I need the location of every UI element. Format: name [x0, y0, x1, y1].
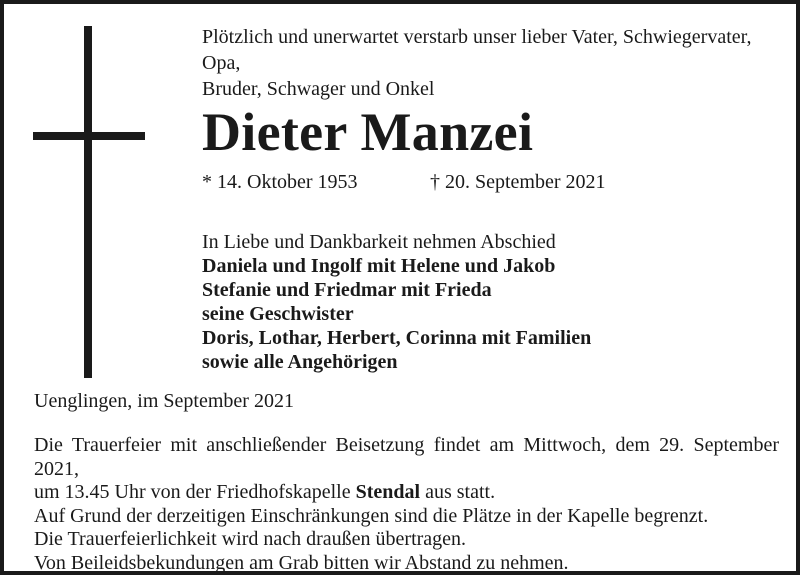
mourner-line: Stefanie und Friedmar mit Frieda: [202, 279, 492, 301]
funeral-line: Auf Grund der derzeitigen Einschränkungen sind die Plätze in der Kapelle begrenzt.: [34, 504, 709, 527]
birth-date: * 14. Oktober 1953: [202, 171, 358, 193]
mourner-line: Doris, Lothar, Herbert, Corinna mit Familien: [202, 327, 592, 349]
cross-icon-bar: [33, 132, 145, 140]
intro-text: [202, 24, 792, 102]
funeral-time-text: um 13.45 Uhr von der Friedhofskapelle: [34, 481, 356, 503]
farewell-intro: In Liebe und Dankbarkeit nehmen Abschied: [202, 231, 556, 253]
death-date: † 20. September 2021: [430, 171, 606, 193]
intro-line: Bruder, Schwager und Onkel: [202, 78, 435, 100]
funeral-time-suffix: aus statt.: [420, 481, 496, 503]
funeral-line: [34, 481, 784, 505]
funeral-location: Stendal: [355, 481, 421, 503]
funeral-line: Die Trauerfeierlichkeit wird nach draußen übertragen.: [34, 528, 467, 550]
mourner-line: Daniela und Ingolf mit Helene und Jakob: [202, 255, 556, 277]
place-date: Uenglingen, im September 2021: [34, 390, 294, 412]
funeral-line: Von Beileidsbekundungen am Grab bitten wir Abstand zu nehmen.: [34, 551, 569, 574]
mourners-block: [202, 230, 792, 374]
mourner-line: sowie alle Angehörigen: [202, 351, 398, 373]
mourner-line: seine Geschwister: [202, 303, 354, 325]
funeral-info: [34, 434, 784, 575]
intro-line: Plötzlich und unerwartet verstarb unser lieber Vater, Schwiegervater, Opa,: [202, 26, 752, 74]
cross-icon: [84, 26, 92, 378]
deceased-name: Dieter Manzei: [202, 102, 534, 162]
funeral-line: Die Trauerfeier mit anschließender Beisetzung findet am Mittwoch, dem 29. September 2021,: [34, 434, 779, 480]
